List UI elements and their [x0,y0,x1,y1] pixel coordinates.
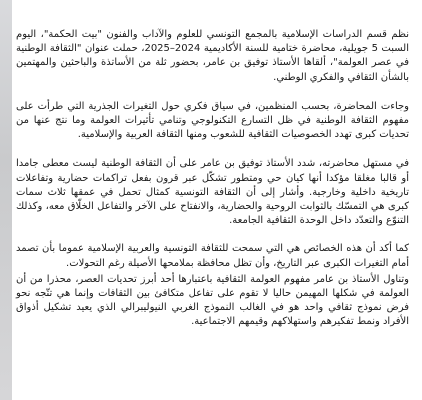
article-paragraph: في مستهل محاضرته، شدد الأستاذ توفيق بن عامر على أن الثقافة الوطنية ليست معطى جامدا أو قالبا مغلقا مؤكدا أنها كيان حي ومتطور تشكّل عبر قرون بفعل تراكمات حضارية وتفاعلات تاريخية داخلية وخارجية. وأشار إلى أن الثقافة التونسية كمثال تحمل في عمقها ثلاث سمات كبرى هي التمسّك بالثوابت الروحية والحضارية، والانفتاح على الآخر والتفاعل الخلّاق معه، وكذلك التنوّع والتعدّد داخل الوحدة الثقافية الجامعة. [16,158,409,227]
article-paragraph: كما أكد أن هذه الخصائص هي التي سمحت للثقافة التونسية والعربية الإسلامية عموما بأن تصمد أمام التغيرات الكبرى عبر التاريخ، وأن تظل محافظة بملامحها الأصيلة رغم التحولات. [16,243,409,269]
article-paragraph: نظم قسم الدراسات الإسلامية بالمجمع التونسي للعلوم والآداب والفنون "بيت الحكمة"، اليوم السبت 5 جويلية، محاضرة ختامية للسنة الأكاديمية 2024–2025، حملت عنوان "الثقافة الوطنية في عصر العولمة"، ألقاها الأستاذ توفيق بن عامر، بحضور ثلة من الأساتذة والباحثين والمهتمين بالشأن الثقافي والفكري الوطني. [16,29,409,83]
left-edge-background [0,0,12,400]
article-paragraph: وتناول الأستاذ بن عامر مفهوم العولمة الثقافية باعتبارها أحد أبرز تحديات العصر، محذرا من أن العولمة في شكلها المهيمن حاليا لا تقوم على تفاعل متكافئ بين الثقافات وإنما هي تتّجه نحو فرض نموذج ثقافي واحد هو في الغالب النموذج الغربي النيوليبرالي الذي يعيد تشكيل أذواق الأفراد ونمط تفكيرهم واستهلاكهم وقيمهم الاجتماعية. [16,273,409,328]
article-paragraph: وجاءت المحاضرة، بحسب المنظمين، في سياق فكري حول التغيرات الجذرية التي طرأت على مفهوم الثقافة الوطنية في ظل التسارع التكنولوجي وتنامي تأثيرات العولمة وما نتج عنها من تحديات كبرى تهدد الخصوصيات الثقافية للشعوب ومنها الثقافة العربية والإسلامية. [16,100,409,141]
article-body [16,28,409,345]
